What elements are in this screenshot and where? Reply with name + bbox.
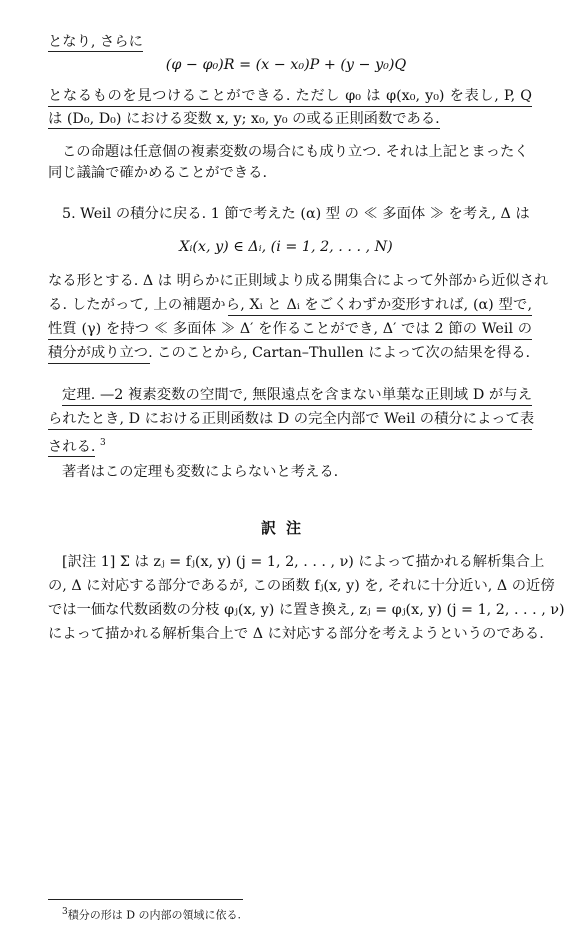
text-line: 同じ議論で確かめることができる. [48,165,267,181]
section-line: 5. Weil の積分に戻る. 1 節で考えた (α) 型 の ≪ 多面体 ≫ を考え, Δ は [62,206,530,222]
underline-rule [48,363,150,364]
underline-rule [228,315,532,316]
underline-rule [48,106,532,107]
underlined-text: される. [48,438,96,455]
footnote-ref: 3 [99,438,106,448]
underlined-text: となり, さらに [48,34,143,50]
notes-heading: 訳注 [260,519,311,537]
text-line: なる形とする. Δ は 明らかに正則域より成る開集合によって外部から近似され [48,273,549,289]
text-line [48,110,532,128]
theorem-line [48,434,532,456]
note-line: では一価な代数函数の分枝 φⱼ(x, y) に置き換え, zⱼ = φⱼ(x, y) (j = 1, 2, . . . , ν) [48,602,565,618]
note-line: の, Δ に対応する部分であるが, この函数 fⱼ(x, y) を, それに十分近い, Δ の近傍 [48,578,555,594]
footnote-text: 積分の形は D の内部の領域に依る. [67,908,242,922]
text-line: この命題は任意個の複素変数の場合にも成り立つ. それは上記とまったく [62,144,529,160]
footnote-mark: 3 [62,907,68,917]
text-line: 著者はこの定理も変数によらないと考える. [62,464,339,480]
theorem-line: られたとき, D における正則函数は D の完全内部で Weil の積分によって表 [48,411,535,427]
theorem-line: 定理. —2 複素変数の空間で, 無限遠点を含まない単葉な正則域 D が与え [62,387,532,403]
footnote [62,905,241,923]
note-line: によって描かれる解析集合上で Δ に対応する部分を考えようというのである. [48,626,544,642]
underline-rule [48,429,532,430]
text-line [48,33,532,51]
text-line: 性質 (γ) を持つ ≪ 多面体 ≫ Δ′ を作ることができ, Δ′ では 2 節の Weil の [48,321,532,337]
underline-rule [62,405,532,406]
footnote-rule [48,899,243,900]
text-line: る. したがって, 上の補題から, Xᵢ と Δᵢ をごくわずか変形すれば, (α) 型で, [48,297,532,313]
note-line: [訳注 1] Σ は zⱼ = fⱼ(x, y) (j = 1, 2, . . . , ν) によって描かれる解析集合上 [62,554,545,570]
text-line: となるものを見つけることができる. ただし φ₀ は φ(x₀, y₀) を表し, P, Q [48,88,532,104]
underlined-text: は (D₀, D₀) における変数 x, y; x₀, y₀ の或る正則函数である. [48,111,440,127]
equation: (φ − φ₀)R = (x − x₀)P + (y − y₀)Q [165,57,407,73]
text-line: 積分が成り立つ. このことから, Cartan–Thullen によって次の結果を得る. [48,345,531,361]
equation: Xᵢ(x, y) ∈ Δᵢ, (i = 1, 2, . . . , N) [179,239,393,255]
underline-rule [48,339,532,340]
